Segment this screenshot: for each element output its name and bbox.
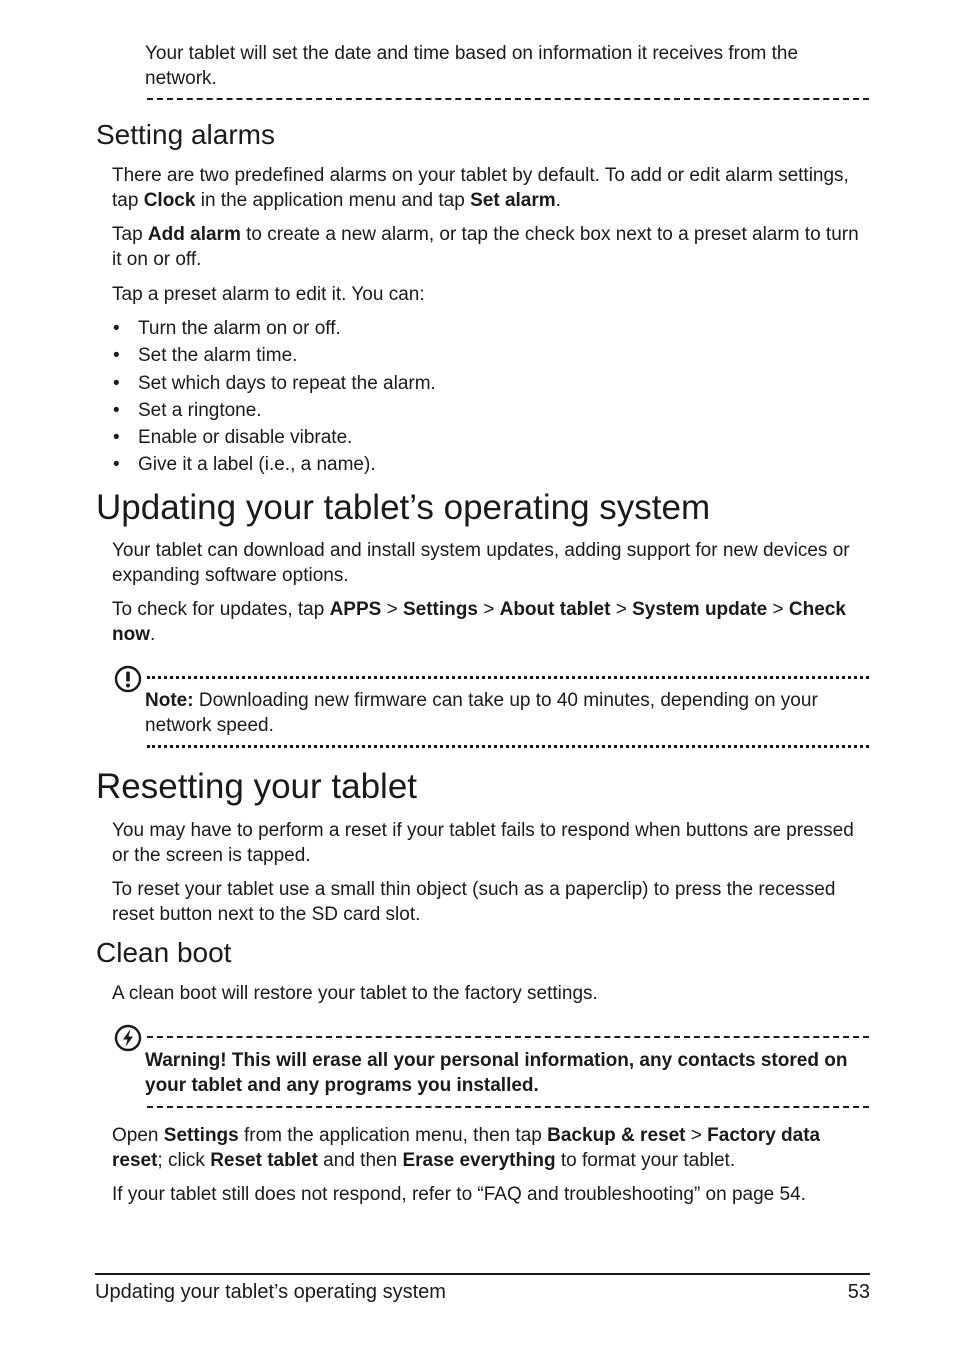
setting-alarms-paragraph-1: There are two predefined alarms on your tablet by default. To add or edit alarm settings, tap Clock in the application menu and tap Set alarm. (112, 165, 849, 211)
updating-paragraph-2: To check for updates, tap APPS > Settings > About tablet > System update > Check now. (112, 599, 846, 645)
list-item: • Set which days to repeat the alarm. (113, 370, 853, 397)
note-text: Note: Downloading new firmware can take up to 40 minutes, depending on your network speed. (145, 690, 818, 736)
list-item: • Give it a label (i.e., a name). (113, 451, 853, 478)
warning-top-divider (147, 1036, 869, 1038)
setting-alarms-heading: Setting alarms (96, 119, 275, 150)
resetting-paragraph-2: To reset your tablet use a small thin object (such as a paperclip) to press the recessed reset button next to the SD card slot. (112, 879, 836, 925)
exclamation-circle-icon (114, 665, 142, 693)
clean-boot-paragraph-1: A clean boot will restore your tablet to the factory settings. (112, 983, 598, 1004)
updating-heading: Updating your tablet’s operating system (96, 488, 711, 527)
clean-boot-paragraph-3: If your tablet still does not respond, refer to “FAQ and troubleshooting” on page 54. (112, 1184, 806, 1205)
resetting-heading: Resetting your tablet (96, 767, 418, 806)
lightning-circle-icon (114, 1024, 142, 1052)
note-bottom-divider (147, 745, 869, 748)
warning-text: Warning! This will erase all your personal information, any contacts stored on your tablet and any programs you installed. (145, 1050, 848, 1096)
setting-alarms-paragraph-3: Tap a preset alarm to edit it. You can: (112, 284, 425, 305)
list-item: • Turn the alarm on or off. (113, 315, 853, 342)
list-item: • Set the alarm time. (113, 342, 853, 369)
page-number: 53 (847, 1281, 870, 1303)
warning-bottom-divider (147, 1106, 869, 1108)
setting-alarms-paragraph-2: Tap Add alarm to create a new alarm, or tap the check box next to a preset alarm to turn it on or off. (112, 224, 859, 270)
intro-divider (147, 98, 869, 100)
note-top-divider (147, 676, 869, 679)
footer-section-title: Updating your tablet’s operating system (95, 1281, 446, 1303)
alarm-options-list (113, 315, 853, 479)
clean-boot-heading: Clean boot (96, 937, 232, 968)
updating-paragraph-1: Your tablet can download and install system updates, adding support for new devices or expanding software options. (112, 540, 850, 586)
intro-paragraph: Your tablet will set the date and time based on information it receives from the network. (145, 43, 799, 89)
list-item: • Enable or disable vibrate. (113, 424, 853, 451)
clean-boot-paragraph-2: Open Settings from the application menu, then tap Backup & reset > Factory data reset; click Reset tablet and then Erase everything to format your tablet. (112, 1125, 821, 1171)
footer-rule (95, 1273, 870, 1275)
resetting-paragraph-1: You may have to perform a reset if your tablet fails to respond when buttons are pressed or the screen is tapped. (112, 820, 854, 866)
list-item: • Set a ringtone. (113, 397, 853, 424)
